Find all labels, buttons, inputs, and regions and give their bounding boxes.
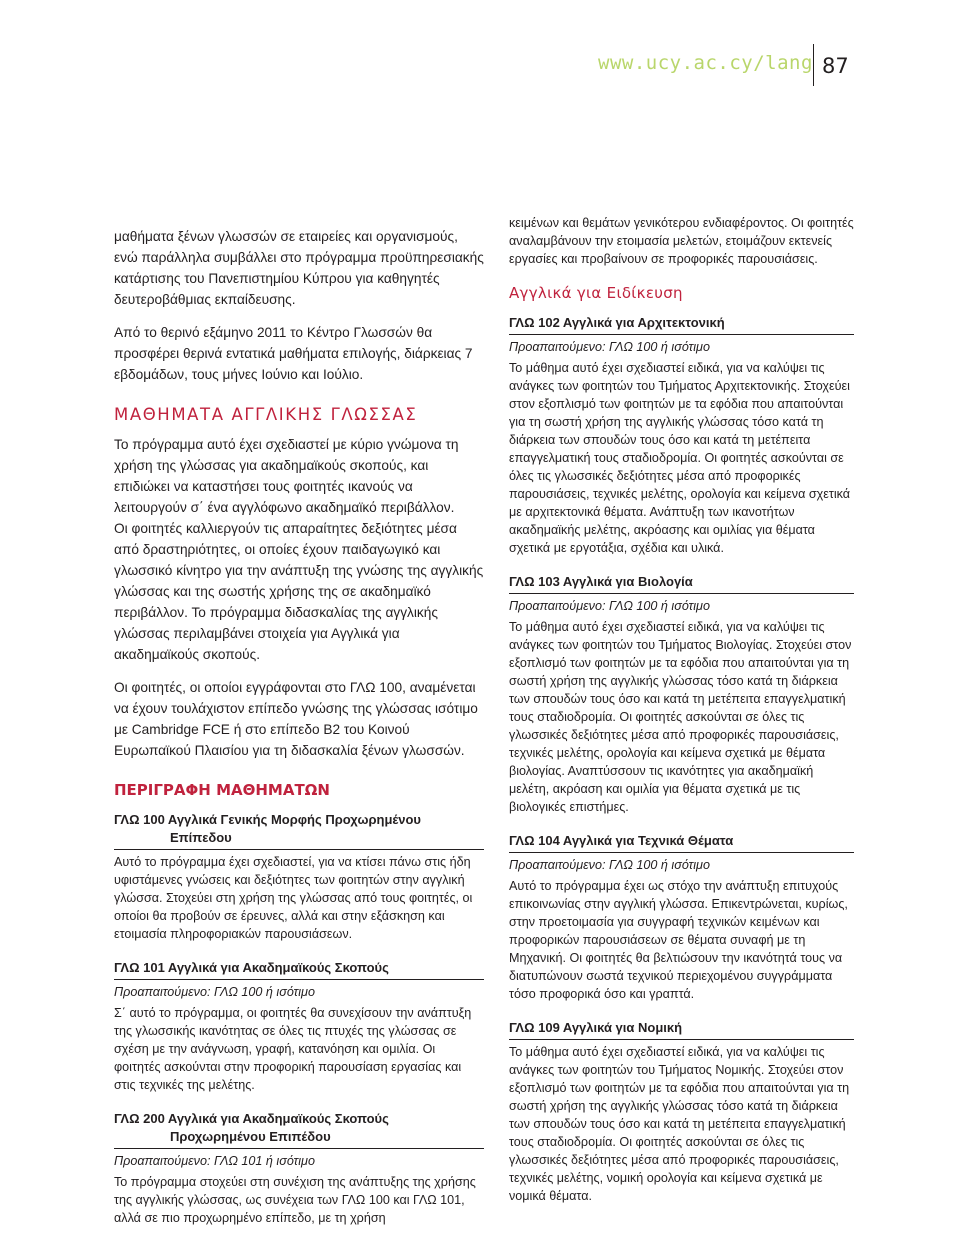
english-paragraph-2: Οι φοιτητές καλλιεργούν τις απαραίτητες δεξιότητες μέσα από δραστηριότητες, οι οποίες έχουν παιδαγωγικό και γλωσσικό κίνητρο για την ανάπτυξη της γνώσης της αγγλικής γλώσσας και της σωστής χρήσης της σε ακαδημαϊκό περιβάλλον. Το πρόγραμμα διδασκαλίας της αγγλικής γλώσσας περιλαμβάνει στοιχεία για Αγγλικά για ακαδημαϊκούς σκοπούς. — [114, 521, 484, 662]
course-title — [114, 811, 484, 850]
course-title-line-2: Επίπεδου — [170, 830, 232, 845]
intro-paragraph-2: Από το θερινό εξάμηνο 2011 το Κέντρο Γλωσσών θα προσφέρει θερινά εντατικά μαθήματα επιλογής, διάρκειας 7 εβδομάδων, τους μήνες Ιούνιο και Ιούλιο. — [114, 325, 473, 382]
course-descriptions-heading: ΠΕΡΙΓΡΑΦΗ ΜΑΘΗΜΑΤΩΝ — [114, 781, 330, 799]
course-glo-100 — [114, 811, 484, 943]
course-glo-102 — [509, 314, 854, 557]
course-prerequisite: Προαπαιτούμενο: ΓΛΩ 100 ή ισότιμο — [509, 858, 710, 872]
course-description: Αυτό το πρόγραμμα έχει ως στόχο την ανάπτυξη επιτυχούς επικοινωνίας στην αγγλική γλώσσα. Επικεντρώνεται, κυρίως, στην προετοιμασία για συγγραφή τεχνικών κειμένων και προφορικών παρουσιάσεων σε θέματα συναφή με τη Μηχανική. Οι φοιτητές θα βελτιώσουν την ικανότητά τους να διατυπώνουν σωστά τεχνικού περιεχομένου συγγράμματα τόσο προφορικά όσο και γραπτά. — [509, 879, 848, 1001]
course-description: Αυτό το πρόγραμμα έχει σχεδιαστεί, για να κτίσει πάνω στις ήδη υφιστάμενες γνώσεις και δεξιότητες των φοιτητών στην αγγλική γλώσσα. Στοχεύει στη χρήση της γλώσσας από τους φοιτητές, οι οποίοι θα προβούν σε έρευνες, αλλά και στην εξάσκηση και ετοιμασία πληροφοριακών παρουσιάσεων. — [114, 855, 473, 941]
course-title — [114, 959, 484, 980]
english-courses-heading: ΜΑΘΗΜΑΤΑ ΑΓΓΛΙΚΗΣ ΓΛΩΣΣΑΣ — [114, 405, 418, 424]
continued-paragraph: κειμένων και θεμάτων γενικότερου ενδιαφέροντος. Οι φοιτητές αναλαμβάνουν την ετοιμασία μελετών, ετοιμάζουν εκτενείς εργασίες και προβαίνουν σε προφορικές παρουσιάσεις. — [509, 216, 854, 266]
course-glo-101 — [114, 959, 484, 1094]
english-paragraph-1: Το πρόγραμμα αυτό έχει σχεδιαστεί με κύριο γνώμονα τη χρήση της γλώσσας για ακαδημαϊκούς σκοπούς, και επιδιώκει να καταστήσει τους φοιτητές ικανούς να λειτουργούν σ΄ ένα αγγλόφωνο ακαδημαϊκό περιβάλλον. — [114, 437, 459, 515]
course-prerequisite: Προαπαιτούμενο: ΓΛΩ 101 ή ισότιμο — [114, 1154, 315, 1168]
english-paragraph-3: Οι φοιτητές, οι οποίοι εγγράφονται στο ΓΛΩ 100, αναμένεται να έχουν τουλάχιστον επίπεδο γνώσης της γλώσσας ισότιμο με Cambridge FCE ή στο επίπεδο B2 του Κοινού Ευρωπαϊκού Πλαισίου για τη διδασκαλία ξένων γλωσσών. — [114, 680, 478, 758]
course-title: ΓΛΩ 102 Αγγλικά για Αρχιτεκτονική — [509, 314, 854, 335]
course-description: Το πρόγραμμα στοχεύει στη συνέχιση της ανάπτυξης της χρήσης της αγγλικής γλώσσας, ως συνέχεια των ΓΛΩ 100 και ΓΛΩ 101, αλλά σε πιο προχωρημένο επίπεδο, με τη χρήση — [114, 1175, 476, 1225]
course-description: Το μάθημα αυτό έχει σχεδιαστεί ειδικά, για να καλύψει τις ανάγκες των φοιτητών του Τμήματος Βιολογίας. Στοχεύει στον εξοπλισμό των φοιτητών με τα εφόδια που απαιτούνται για τη σωστή χρήση της αγγλικής γλώσσας τόσο κατά τη διάρκεια των σπουδών τους όσο και κατά τη μετέπειτα επαγγελματική τους σταδιοδρομία. Οι φοιτητές ασκούνται σε όλες τις γλωσσικές δεξιότητες μέσα από προφορικές παρουσιάσεις, τεχνικές μελέτης, ορολογία και κείμενα σχετικά με θέματα βιολογίας. Αναπτύσσουν τις ικανότητες για ακαδημαϊκή μελέτη, ακρόαση και ομιλία για θέματα σχετικά με τις βιολογικές επιστήμες. — [509, 620, 852, 814]
course-glo-109 — [509, 1019, 854, 1205]
course-title: ΓΛΩ 103 Αγγλικά για Βιολογία — [509, 573, 854, 594]
course-title: ΓΛΩ 104 Αγγλικά για Τεχνικά Θέματα — [509, 832, 854, 853]
course-title-line-1: ΓΛΩ 101 Αγγλικά για Ακαδημαϊκούς Σκοπούς — [114, 960, 389, 975]
course-prerequisite: Προαπαιτούμενο: ΓΛΩ 100 ή ισότιμο — [114, 985, 315, 999]
course-description: Το μάθημα αυτό έχει σχεδιαστεί ειδικά, για να καλύψει τις ανάγκες των φοιτητών του Τμήματος Νομικής. Στοχεύει στον εξοπλισμό των φοιτητών με τα εφόδια που απαιτούνται για τη σωστή χρήση της αγγλικής γλώσσας τόσο κατά τη διάρκεια των σπουδών τους όσο και κατά τη μετέπειτα επαγγελματική τους σταδιοδρομία. Οι φοιτητές ασκούνται σε όλες τις γλωσσικές δεξιότητες μέσα από προφορικές παρουσιάσεις, τεχνικές μελέτης, νομική ορολογία και κείμενα σχετικά με νομικά θέματα. — [509, 1045, 850, 1203]
right-column — [509, 214, 854, 1221]
course-prerequisite: Προαπαιτούμενο: ΓΛΩ 100 ή ισότιμο — [509, 340, 710, 354]
course-description: Το μάθημα αυτό έχει σχεδιαστεί ειδικά, για να καλύψει τις ανάγκες των φοιτητών του Τμήματος Αρχιτεκτονικής. Στοχεύει στον εξοπλισμό των φοιτητών με τα εφόδια που απαιτούνται για τη σωστή χρήση της αγγλικής γλώσσας τόσο κατά τη διάρκεια των σπουδών τους όσο και κατά τη μετέπειτα επαγγελματική τους σταδιοδρομία. Οι φοιτητές ασκούνται σε όλες τις γλωσσικές δεξιότητες μέσα από προφορικές παρουσιάσεις, τεχνικές μελέτης, ορολογία και κείμενα σχετικά με αρχιτεκτονικά θέματα. Ανάπτυξη των ικανοτήτων ακαδημαϊκής μελέτης, ακρόασης και ομιλίας για θέματα σχετικά με εργοτάξια, σχέδια και υλικά. — [509, 361, 851, 555]
course-prerequisite: Προαπαιτούμενο: ΓΛΩ 100 ή ισότιμο — [509, 599, 710, 613]
course-description: Σ΄ αυτό το πρόγραμμα, οι φοιτητές θα συνεχίσουν την ανάπτυξη της γλωσσικής ικανότητας σε όλες τις πτυχές της γλώσσας σε σχέση με την ανάγνωση, γραφή, κατανόηση και ομιλία. Οι φοιτητές ασκούνται στην προφορική παρουσίαση εργασίας και στις τεχνικές της μελέτης. — [114, 1006, 472, 1092]
course-title-line-1: ΓΛΩ 100 Αγγλικά Γενικής Μορφής Προχωρημένου — [114, 812, 421, 827]
page-number: 87 — [822, 54, 849, 78]
website-url[interactable]: www.ucy.ac.cy/lang — [598, 52, 813, 74]
left-column — [114, 226, 484, 1243]
course-glo-104 — [509, 832, 854, 1003]
intro-paragraph-1: μαθήματα ξένων γλωσσών σε εταιρείες και οργανισμούς, ενώ παράλληλα συμβάλλει στο πρόγραμμα προϋπηρεσιακής κατάρτισης του Πανεπιστημίου Κύπρου για καθηγητές δευτεροβάθμιας εκπαίδευσης. — [114, 229, 484, 307]
specialization-heading: Αγγλικά για Ειδίκευση — [509, 284, 683, 302]
course-glo-200 — [114, 1110, 484, 1227]
course-title: ΓΛΩ 109 Αγγλικά για Νομική — [509, 1019, 854, 1040]
course-title — [114, 1110, 484, 1149]
course-glo-103 — [509, 573, 854, 816]
header-divider — [813, 44, 814, 86]
course-title-line-1: ΓΛΩ 200 Αγγλικά για Ακαδημαϊκούς Σκοπούς — [114, 1111, 389, 1126]
course-title-line-2: Προχωρημένου Επιπέδου — [170, 1129, 331, 1144]
